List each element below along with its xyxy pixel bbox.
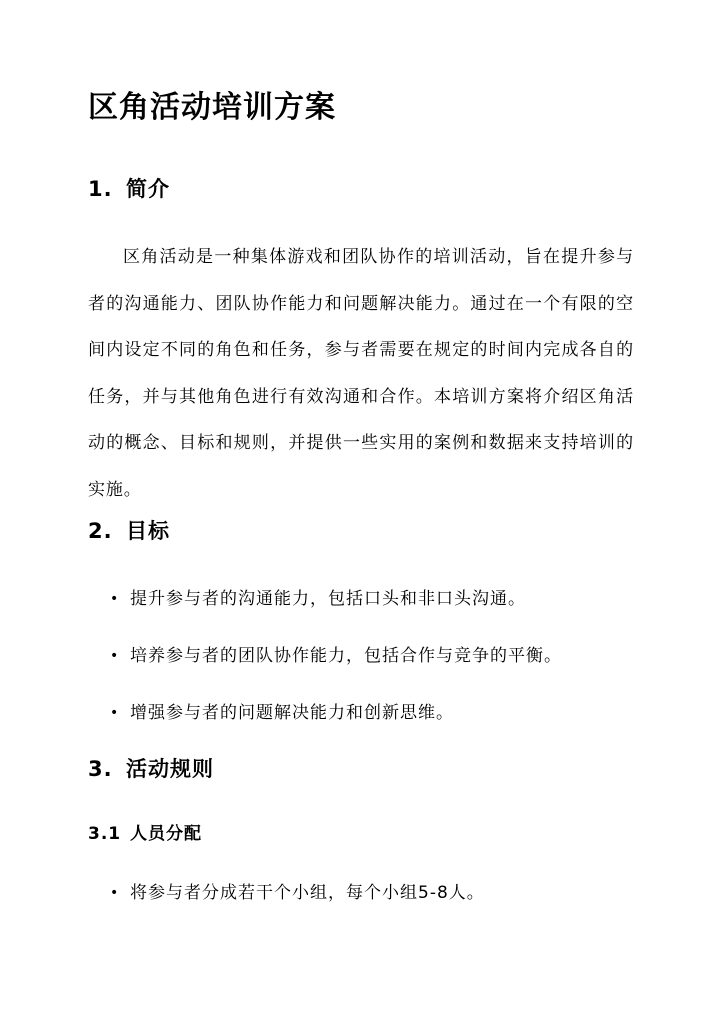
document-title: 区角活动培训方案: [88, 90, 336, 125]
bullet-icon: •: [110, 885, 120, 901]
rule-list-item: [110, 879, 485, 907]
section-2-title: 目标: [126, 519, 170, 543]
section-2-number: 2.: [88, 519, 113, 543]
subsection-3-1-title: 人员分配: [130, 824, 202, 844]
goal-text: 培养参与者的团队协作能力，包括合作与竞争的平衡。: [130, 646, 562, 666]
goal-list-item: [110, 585, 526, 613]
section-3-title: 活动规则: [126, 757, 214, 781]
bullet-icon: •: [110, 705, 120, 721]
subsection-3-1-number: 3.1: [88, 824, 122, 844]
rule-text: 将参与者分成若干个小组，每个小组5-8人。: [130, 883, 485, 903]
section-3-heading: [88, 754, 214, 784]
section-1-heading: [88, 174, 170, 204]
bullet-icon: •: [110, 591, 120, 607]
goal-list-item: [110, 699, 454, 727]
subsection-3-1-heading: [88, 822, 202, 846]
intro-paragraph: 区角活动是一种集体游戏和团队协作的培训活动，旨在提升参与者的沟通能力、团队协作能力和问题解决能力。通过在一个有限的空间内设定不同的角色和任务，参与者需要在规定的时间内完成各自的任务，并与其他角色进行有效沟通和合作。本培训方案将介绍区角活动的概念、目标和规则，并提供一些实用的案例和数据来支持培训的实施。: [88, 247, 634, 500]
section-3-number: 3.: [88, 757, 113, 781]
section-1-title: 简介: [126, 177, 170, 201]
goal-list-item: [110, 642, 562, 670]
section-2-heading: [88, 516, 170, 546]
goal-text: 增强参与者的问题解决能力和创新思维。: [130, 703, 454, 723]
bullet-icon: •: [110, 648, 120, 664]
goal-text: 提升参与者的沟通能力，包括口头和非口头沟通。: [130, 589, 526, 609]
section-1-number: 1.: [88, 177, 113, 201]
